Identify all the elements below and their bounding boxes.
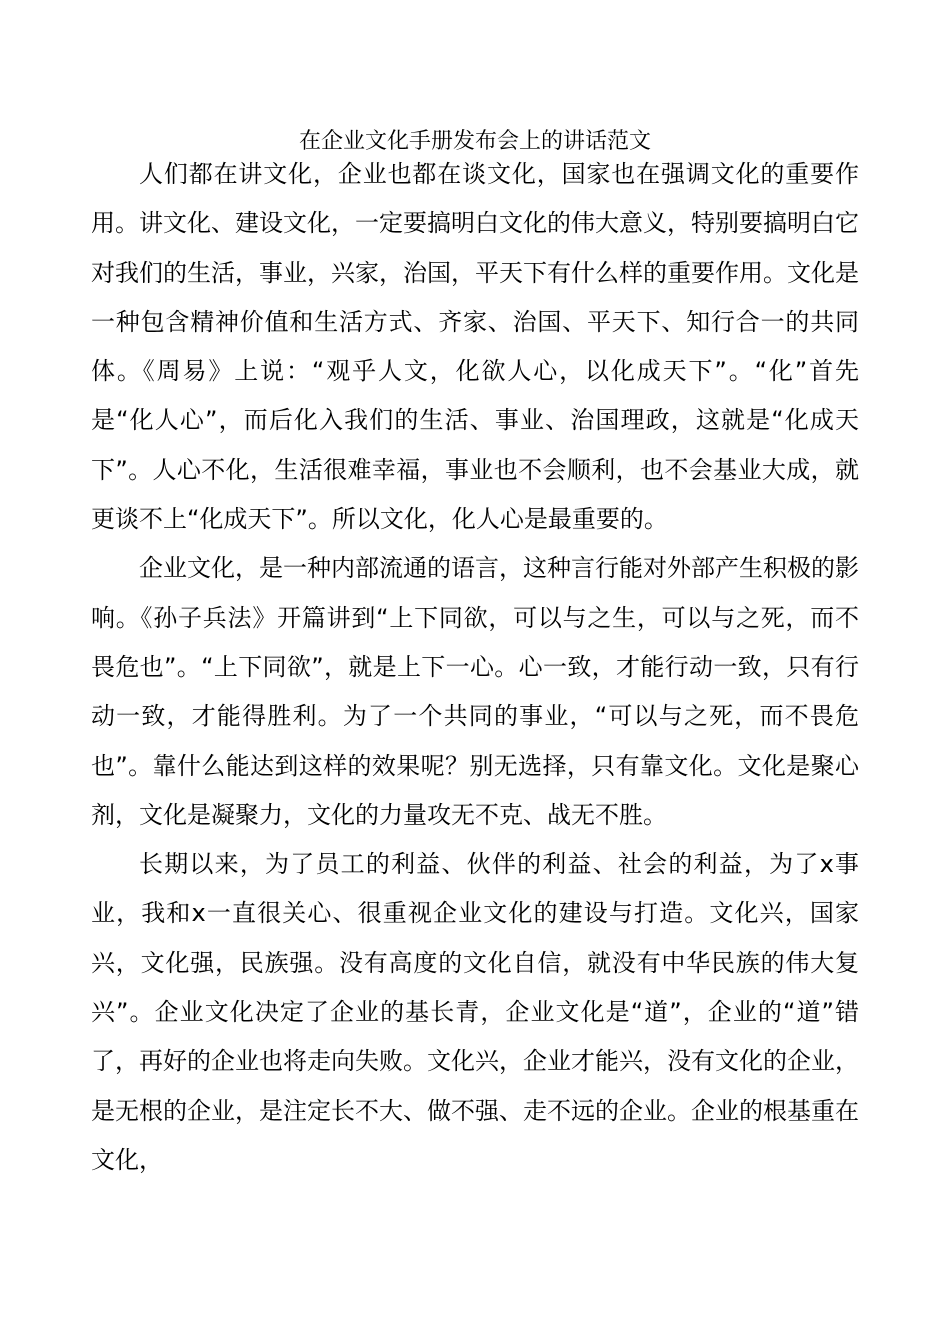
- document-body: [91, 150, 859, 1185]
- paragraph-3: 长期以来，为了员工的利益、伙伴的利益、社会的利益，为了x事业，我和x一直很关心、很重视企业文化的建设与打造。文化兴，国家兴，文化强，民族强。没有高度的文化自信，就没有中华民族的伟大复兴”。企业文化决定了企业的基长青，企业文化是“道”，企业的“道”错了，再好的企业也将走向失败。文化兴，企业才能兴，没有文化的企业，是无根的企业，是注定长不大、做不强、走不远的企业。企业的根基重在文化，: [91, 850, 859, 1174]
- paragraph-2: 企业文化，是一种内部流通的语言，这种言行能对外部产生积极的影响。《孙子兵法》开篇讲到“上下同欲，可以与之生，可以与之死，而不畏危也”。“上下同欲”，就是上下一心。心一致，才能行动一致，只有行动一致，才能得胜利。为了一个共同的事业，“可以与之死，而不畏危也”。靠什么能达到这样的效果呢？别无选择，只有靠文化。文化是聚心剂，文化是凝聚力，文化的力量攻无不克、战无不胜。: [91, 554, 859, 829]
- paragraph-1: 人们都在讲文化，企业也都在谈文化，国家也在强调文化的重要作用。讲文化、建设文化，一定要搞明白文化的伟大意义，特别要搞明白它对我们的生活，事业，兴家，治国，平天下有什么样的重要作用。文化是一种包含精神价值和生活方式、齐家、治国、平天下、知行合一的共同体。《周易》上说：“观乎人文，化欲人心，以化成天下”。“化”首先是“化人心”，而后化入我们的生活、事业、治国理政，这就是“化成天下”。人心不化，生活很难幸福，事业也不会顺利，也不会基业大成，就更谈不上“化成天下”。所以文化，化人心是最重要的。: [91, 160, 859, 534]
- document-title: 在企业文化手册发布会上的讲话范文: [298, 129, 651, 154]
